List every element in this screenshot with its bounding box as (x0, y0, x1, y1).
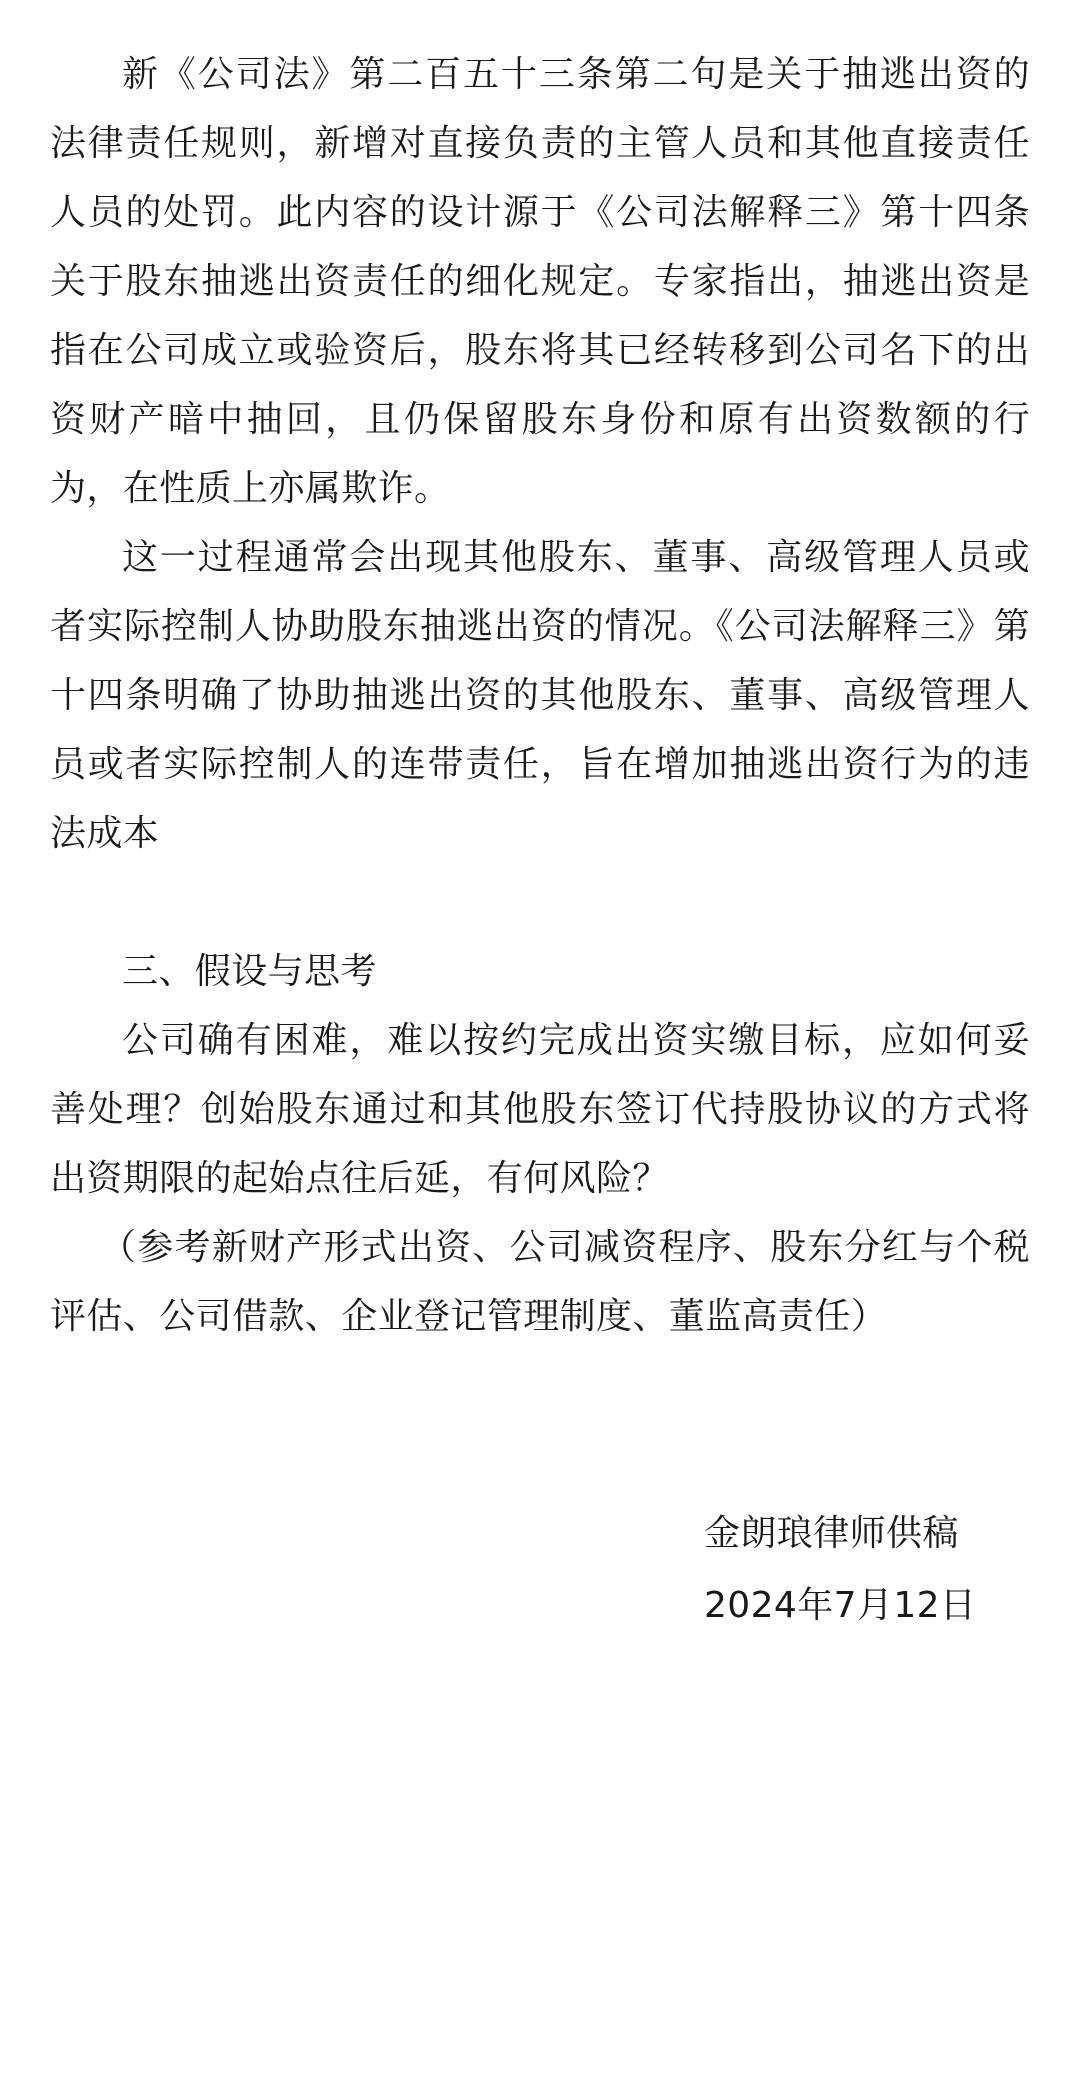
signature-block (704, 1498, 976, 1642)
blank-line (50, 868, 1030, 937)
paragraph-joint-liability: 这一过程通常会出现其他股东、董事、高级管理人员或者实际控制人协助股东抽逃出资的情况。《公司法解释三》第十四条明确了协助抽逃出资的其他股东、董事、高级管理人员或者实际控制人的连带责任，旨在增加抽逃出资行为的违法成本 (50, 537, 1030, 854)
paragraph-withdrawal-liability: 新《公司法》第二百五十三条第二句是关于抽逃出资的法律责任规则，新增对直接负责的主管人员和其他直接责任人员的处罚。此内容的设计源于《公司法解释三》第十四条关于股东抽逃出资责任的细化规定。专家指出，抽逃出资是指在公司成立或验资后，股东将其已经转移到公司名下的出资财产暗中抽回，且仍保留股东身份和原有出资数额的行为，在性质上亦属欺诈。 (50, 54, 1030, 509)
section-heading-3: 三、假设与思考 (122, 951, 377, 992)
paragraph-reference-note: （参考新财产形式出资、公司减资程序、股东分红与个税评估、公司借款、企业登记管理制度、董监高责任） (50, 1227, 1030, 1337)
publish-date: 2024年7月12日 (704, 1585, 977, 1626)
document-body (50, 40, 1030, 1351)
paragraph-question: 公司确有困难，难以按约完成出资实缴目标，应如何妥善处理？创始股东通过和其他股东签订代持股协议的方式将出资期限的起始点往后延，有何风险？ (50, 1020, 1030, 1199)
author-credit: 金朗琅律师供稿 (704, 1513, 959, 1554)
